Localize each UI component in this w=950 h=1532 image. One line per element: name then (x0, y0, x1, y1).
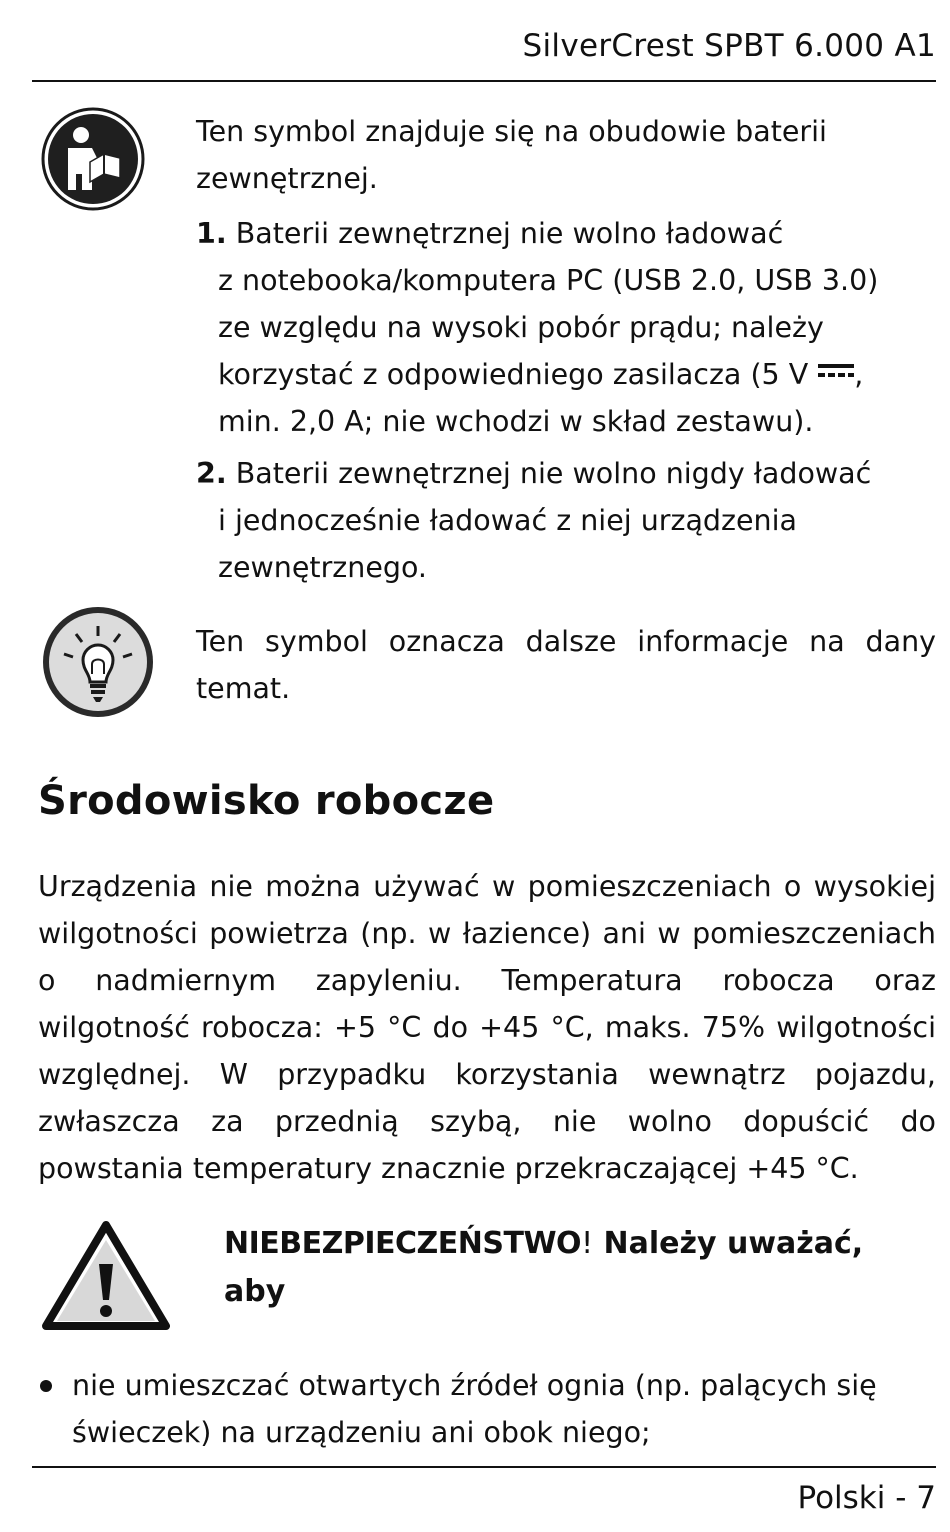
item-line: z notebooka/komputera PC (USB 2.0, USB 3.0) (218, 264, 879, 297)
numbered-item-2 (196, 450, 936, 591)
manual-note-intro-line-2: zewnętrznej. (196, 162, 378, 195)
lightbulb-icon (40, 604, 156, 720)
dc-symbol-icon (818, 347, 854, 394)
danger-warning (224, 1220, 936, 1316)
header-divider (32, 80, 936, 82)
header-title: SilverCrest SPBT 6.000 A1 (522, 28, 936, 64)
danger-text-line-2: aby (224, 1274, 286, 1309)
footer-divider (32, 1466, 936, 1468)
bullet-item (72, 1362, 936, 1456)
paragraph-line: wilgotność robocza: +5 °C do +45 °C, maks. 75% wilgotności (38, 1011, 936, 1044)
item-number: 1. (196, 217, 227, 250)
item-line: korzystać z odpowiedniego zasilacza (5 V (218, 358, 809, 391)
paragraph-line: o nadmiernym zapyleniu. Temperatura robocza oraz (38, 964, 936, 997)
read-manual-icon (40, 106, 146, 212)
item-number: 2. (196, 457, 227, 490)
warning-triangle-icon (42, 1220, 170, 1332)
section-paragraph (38, 863, 936, 1192)
item-line: min. 2,0 A; nie wchodzi w skład zestawu). (218, 405, 814, 438)
manual-note-intro-line-1: Ten symbol znajduje się na obudowie baterii (196, 115, 827, 148)
paragraph-line: względnej. W przypadku korzystania wewnątrz pojazdu, (38, 1058, 936, 1091)
numbered-item-1 (196, 210, 936, 445)
danger-text: Należy uważać, (593, 1226, 864, 1261)
bullet-dot (40, 1380, 52, 1392)
paragraph-line: powstania temperatury znacznie przekraczającej +45 °C. (38, 1152, 859, 1185)
item-line: Baterii zewnętrznej nie wolno nigdy ładować (235, 457, 872, 490)
danger-exclamation: ! (581, 1226, 594, 1261)
page-number: Polski - 7 (797, 1480, 936, 1516)
danger-label: NIEBEZPIECZEŃSTWO (224, 1226, 582, 1261)
tip-note-line-2: temat. (196, 672, 291, 705)
paragraph-line: zwłaszcza za przednią szybą, nie wolno dopuścić do (38, 1105, 936, 1138)
item-line: zewnętrznego. (218, 551, 427, 584)
section-title: Środowisko robocze (38, 778, 495, 824)
item-line: , (854, 358, 864, 391)
bullet-line-2: świeczek) na urządzeniu ani obok niego; (72, 1416, 651, 1449)
manual-note-intro (196, 108, 936, 202)
item-line: ze względu na wysoki pobór prądu; należy (218, 311, 824, 344)
paragraph-line: wilgotności powietrza (np. w łazience) ani w pomieszczeniach (38, 917, 936, 950)
item-line: i jednocześnie ładować z niej urządzenia (218, 504, 797, 537)
tip-note-line-1: Ten symbol oznacza dalsze informacje na dany (196, 625, 936, 658)
tip-note (196, 618, 936, 712)
bullet-line-1: nie umieszczać otwartych źródeł ognia (np. palących się (72, 1369, 877, 1402)
item-line: Baterii zewnętrznej nie wolno ładować (235, 217, 784, 250)
paragraph-line: Urządzenia nie można używać w pomieszczeniach o wysokiej (38, 870, 936, 903)
